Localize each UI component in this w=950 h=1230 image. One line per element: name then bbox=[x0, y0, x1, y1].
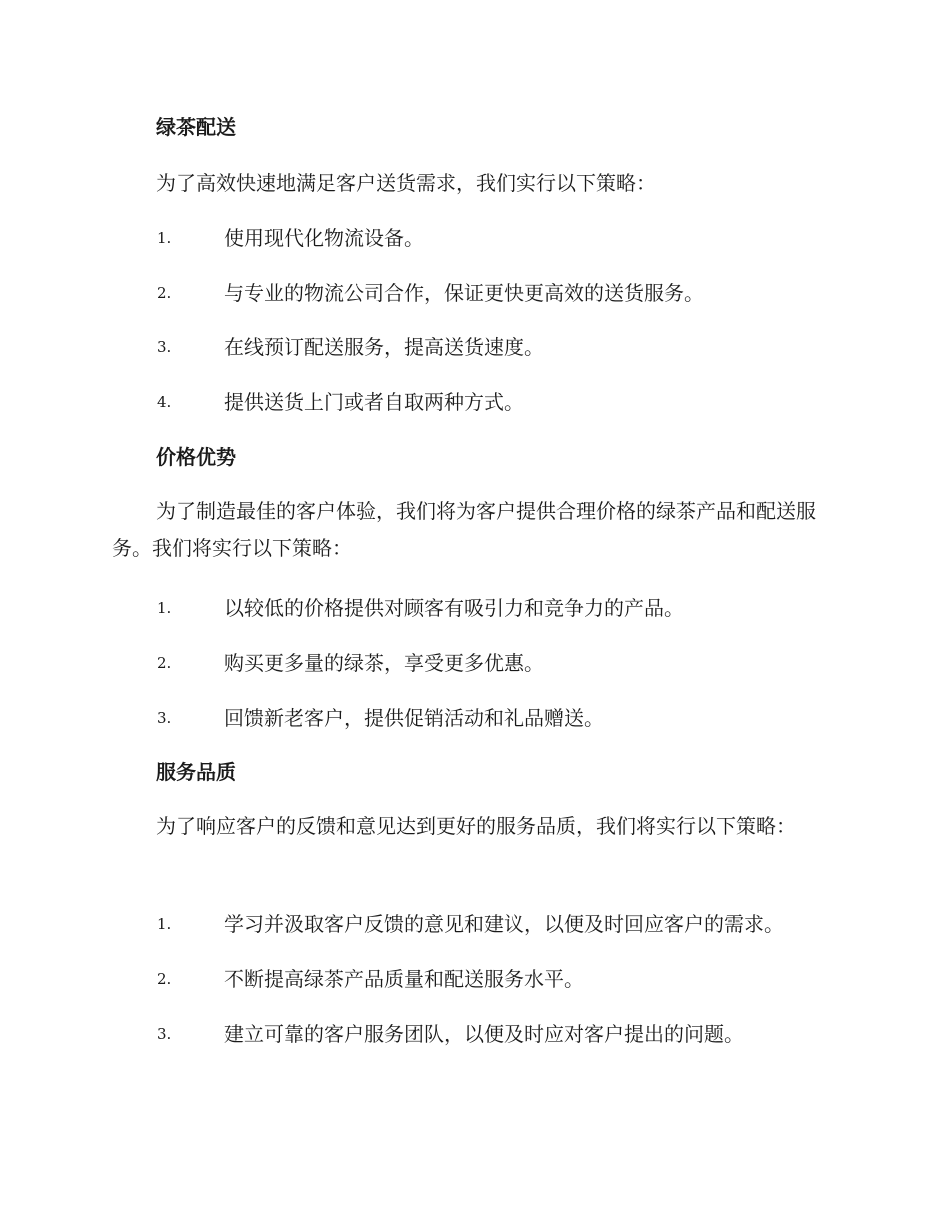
list-item bbox=[0, 333, 950, 361]
list-item bbox=[0, 1020, 950, 1048]
list-item-number: 2. bbox=[157, 654, 172, 672]
list-item bbox=[0, 279, 950, 307]
section-intro-service: 为了响应客户的反馈和意见达到更好的服务品质，我们将实行以下策略： bbox=[156, 814, 796, 838]
list-item bbox=[0, 965, 950, 993]
list-item-number: 1. bbox=[157, 599, 172, 617]
section-heading-delivery: 绿茶配送 bbox=[156, 115, 236, 139]
list-item-number: 2. bbox=[157, 284, 172, 302]
list-item bbox=[0, 704, 950, 732]
section-intro-price: 为了制造最佳的客户体验，我们将为客户提供合理价格的绿茶产品和配送服务。我们将实行以下策略： bbox=[112, 499, 816, 560]
section-intro-delivery: 为了高效快速地满足客户送货需求，我们实行以下策略： bbox=[156, 171, 656, 195]
list-item-number: 3. bbox=[157, 1025, 172, 1043]
list-item-number: 3. bbox=[157, 709, 172, 727]
list-item bbox=[0, 388, 950, 416]
list-item-text: 使用现代化物流设备。 bbox=[224, 226, 424, 250]
list-item bbox=[0, 649, 950, 677]
section-heading-service: 服务品质 bbox=[156, 760, 236, 784]
list-item-text: 购买更多量的绿茶，享受更多优惠。 bbox=[224, 651, 544, 675]
list-item-text: 回馈新老客户，提供促销活动和礼品赠送。 bbox=[224, 706, 604, 730]
section-heading-price: 价格优势 bbox=[156, 445, 236, 469]
list-item-text: 建立可靠的客户服务团队，以便及时应对客户提出的问题。 bbox=[224, 1022, 744, 1046]
list-item-text: 不断提高绿茶产品质量和配送服务水平。 bbox=[224, 967, 584, 991]
list-item-text: 学习并汲取客户反馈的意见和建议，以便及时回应客户的需求。 bbox=[224, 912, 784, 936]
list-item-number: 1. bbox=[157, 229, 172, 247]
list-item bbox=[0, 224, 950, 252]
list-item-number: 1. bbox=[157, 915, 172, 933]
list-item-number: 2. bbox=[157, 970, 172, 988]
list-item-text: 在线预订配送服务，提高送货速度。 bbox=[224, 335, 544, 359]
list-item bbox=[0, 910, 950, 938]
list-item-text: 以较低的价格提供对顾客有吸引力和竞争力的产品。 bbox=[224, 596, 684, 620]
list-item-number: 4. bbox=[157, 393, 172, 411]
list-item-number: 3. bbox=[157, 338, 172, 356]
list-item-text: 提供送货上门或者自取两种方式。 bbox=[224, 390, 524, 414]
list-item bbox=[0, 594, 950, 622]
list-item-text: 与专业的物流公司合作，保证更快更高效的送货服务。 bbox=[224, 281, 704, 305]
